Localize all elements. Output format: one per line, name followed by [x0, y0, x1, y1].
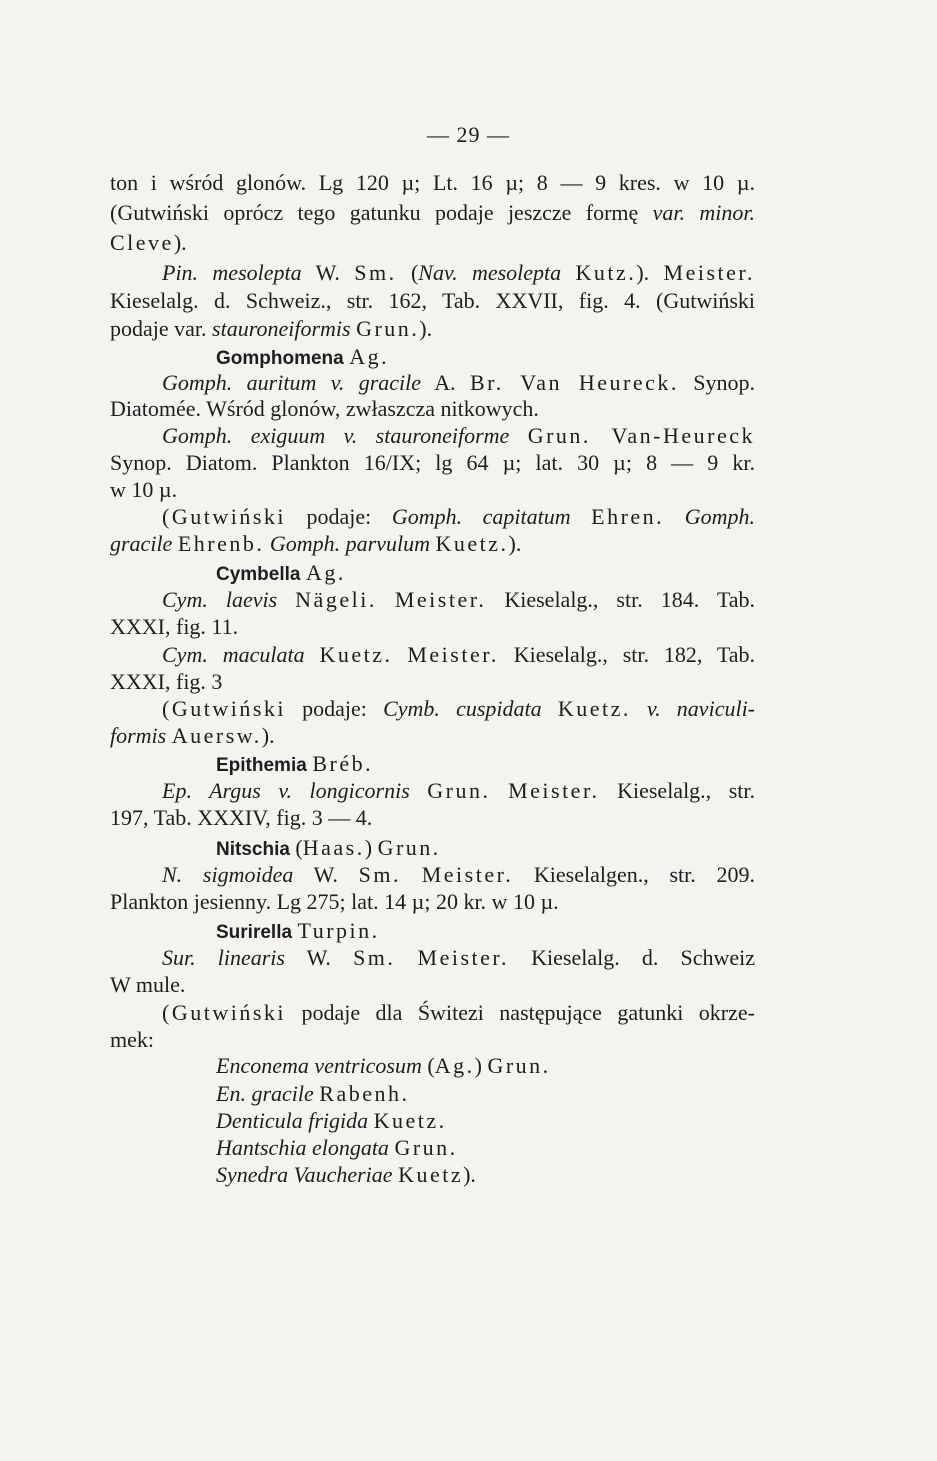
text-run [392, 642, 407, 667]
text-run: A. [421, 370, 470, 395]
author-name: (Gutwiński [162, 1000, 286, 1025]
text-run [631, 696, 647, 721]
author-name: Meister. [394, 587, 487, 612]
author-name: Ag. [305, 560, 346, 585]
author-name: Grun. [394, 1135, 458, 1160]
italic-run: gracile [110, 531, 173, 556]
text-line [162, 776, 755, 806]
species-list-item [216, 1051, 755, 1081]
text-run: ). [463, 1162, 476, 1187]
text-line [110, 970, 755, 1000]
text-run: ) [364, 835, 378, 860]
text-line [162, 585, 755, 615]
text-line [110, 612, 755, 642]
text-line [110, 286, 755, 316]
author-name: Turpin. [297, 918, 380, 943]
genus-name: Cymbella [216, 564, 301, 585]
text-run: mek: [110, 1027, 154, 1052]
text-line [110, 721, 755, 751]
text-run: ). [419, 316, 433, 341]
text-run [571, 504, 592, 529]
genus-heading [216, 749, 755, 779]
text-run [277, 587, 295, 612]
text-line [110, 667, 755, 697]
species-list-item [216, 1079, 755, 1109]
text-line [110, 168, 755, 198]
genus-heading [216, 916, 755, 946]
text-run: Synop. [678, 370, 755, 395]
author-name: Meister. [407, 642, 499, 667]
text-run [509, 423, 527, 448]
italic-run: stauroneiformis [212, 316, 351, 341]
author-name: Ehren. [591, 504, 665, 529]
author-name: (Gutwiński [162, 504, 286, 529]
italic-run: Sur. linearis [162, 945, 285, 970]
italic-run: v. naviculi- [647, 696, 755, 721]
author-name: Meister. [663, 260, 755, 285]
author-name: Ag. [434, 1053, 475, 1078]
author-name: Kutz. [575, 260, 637, 285]
italic-run: Gomph. auritum v. gracile [162, 370, 422, 395]
italic-run: En. gracile [216, 1081, 314, 1106]
text-line [162, 502, 755, 532]
text-run: w 10 µ. [110, 477, 178, 502]
author-name: Grun. [427, 778, 491, 803]
italic-run: Enconema ventricosum [216, 1053, 422, 1078]
text-run: (Gutwiński oprócz tego gatunku podaje jeszcze formę [110, 200, 653, 225]
text-run: ). [261, 723, 275, 748]
italic-run: Gomph. capitatum [391, 504, 571, 529]
text-run: Kieselalg., str. 182, Tab. [498, 642, 755, 667]
italic-run: Ep. Argus v. longicornis [162, 778, 410, 803]
author-name: Grun. [356, 316, 420, 341]
page-number: — 29 — [427, 122, 510, 147]
text-run: XXXI, fig. 3 [110, 669, 223, 694]
genus-name: Surirella [216, 922, 293, 943]
author-name: Sm. [354, 260, 397, 285]
italic-run: Gomph. exiguum v. stauroneiforme [162, 423, 510, 448]
italic-run: Cym. laevis [162, 587, 278, 612]
text-run [395, 945, 417, 970]
author-name: (Gutwiński [162, 696, 286, 721]
text-run: ( [396, 260, 419, 285]
text-run: ). [508, 531, 522, 556]
text-run: podaje: [286, 696, 384, 721]
text-run [410, 778, 428, 803]
text-run [401, 862, 422, 887]
text-run: ( [421, 1053, 435, 1078]
text-run: W. [284, 945, 354, 970]
author-name: Meister. [421, 862, 514, 887]
genus-name: Nitschia [216, 839, 290, 860]
text-line [162, 998, 755, 1028]
author-name: Meister. [508, 778, 600, 803]
author-name: Auersw. [171, 723, 262, 748]
author-name: Meister. [417, 945, 510, 970]
author-name: Grun. [377, 835, 441, 860]
text-run: ) [474, 1053, 488, 1078]
italic-run: var. minor. [652, 200, 755, 225]
italic-run: Synedra Vaucheriae [216, 1162, 393, 1187]
text-run [561, 260, 575, 285]
author-name: Sm. [358, 862, 401, 887]
species-list-item [216, 1106, 755, 1136]
genus-name: Gomphomena [216, 348, 344, 369]
text-line [110, 529, 755, 559]
author-name: Cleve [110, 230, 174, 255]
author-name: Kuetz. [557, 696, 631, 721]
text-run: Kieselalg., str. [599, 778, 755, 803]
text-line [110, 475, 755, 505]
author-name: Nägeli. [295, 587, 377, 612]
text-line [110, 803, 755, 833]
genus-heading [216, 833, 755, 863]
text-run: podaje: [286, 504, 392, 529]
author-name: Kuetz. [435, 531, 509, 556]
text-line [110, 314, 755, 344]
text-run: Kieselalg. d. Schweiz., str. 162, Tab. XXVII, fig. 4. (Gutwiński [110, 288, 755, 313]
text-run: ton i wśród glonów. Lg 120 µ; Lt. 16 µ; 8 — 9 kres. w 10 µ. [110, 170, 755, 195]
text-run: Kieselalg., str. 184. Tab. [486, 587, 755, 612]
italic-run: N. sigmoidea [162, 862, 294, 887]
text-run: W mule. [110, 972, 186, 997]
italic-run: Denticula frigida [216, 1108, 369, 1133]
text-run: Synop. Diatom. Plankton 16/IX; lg 64 µ; lat. 30 µ; 8 — 9 kr. [110, 450, 755, 475]
author-name: Br. Van Heureck. [469, 370, 679, 395]
author-name: Kuetz. [319, 642, 393, 667]
author-name: Grun. [487, 1053, 551, 1078]
text-line [110, 198, 755, 228]
text-run: Diatomée. Wśród glonów, zwłaszcza nitkowych. [110, 396, 539, 421]
text-line [110, 394, 755, 424]
text-run [491, 778, 509, 803]
text-line [162, 943, 755, 973]
author-name: Ehrenb. [177, 531, 265, 556]
italic-run: Nav. mesolepta [418, 260, 562, 285]
author-name: Kuetz [398, 1162, 464, 1187]
text-run: XXXI, fig. 11. [110, 614, 239, 639]
species-list-item [216, 1133, 755, 1163]
author-name: Haas. [302, 835, 365, 860]
author-name: Grun. Van-Heureck [527, 423, 755, 448]
text-run: ( [289, 835, 303, 860]
text-line [110, 887, 755, 917]
author-name: Rabenh. [319, 1081, 410, 1106]
author-name: Bréb. [312, 751, 374, 776]
text-run: podaje var. [110, 316, 213, 341]
text-line [110, 228, 755, 258]
species-list-item [216, 1160, 755, 1190]
italic-run: Cymb. cuspidata [383, 696, 542, 721]
text-run [377, 587, 395, 612]
text-run: ). [636, 260, 664, 285]
italic-run: formis [110, 723, 167, 748]
text-line [162, 640, 755, 670]
text-run: W. [293, 862, 359, 887]
author-name: Ag. [349, 344, 390, 369]
text-line [110, 448, 755, 478]
genus-name: Epithemia [216, 755, 307, 776]
author-name: Kuetz. [373, 1108, 447, 1133]
italic-run: Gomph. [684, 504, 755, 529]
text-run [542, 696, 558, 721]
author-name: Sm. [353, 945, 396, 970]
text-run: 197, Tab. XXXIV, fig. 3 — 4. [110, 805, 373, 830]
text-line [162, 694, 755, 724]
italic-run: Cym. maculata [162, 642, 305, 667]
italic-run: Pin. mesolepta [162, 260, 302, 285]
text-run [664, 504, 685, 529]
italic-run: Gomph. parvulum [269, 531, 430, 556]
text-run: Kieselalgen., str. 209. [513, 862, 755, 887]
text-run: Plankton jesienny. Lg 275; lat. 14 µ; 20 kr. w 10 µ. [110, 889, 559, 914]
text-run: podaje dla Świtezi następujące gatunki okrze- [286, 1000, 755, 1025]
text-line [162, 860, 755, 890]
text-run: W. [301, 260, 355, 285]
text-run: ). [173, 230, 187, 255]
italic-run: Hantschia elongata [216, 1135, 389, 1160]
text-line [162, 421, 755, 451]
text-run: Kieselalg. d. Schweiz [509, 945, 755, 970]
genus-heading [216, 558, 755, 588]
text-line [162, 258, 755, 288]
text-run [305, 642, 320, 667]
